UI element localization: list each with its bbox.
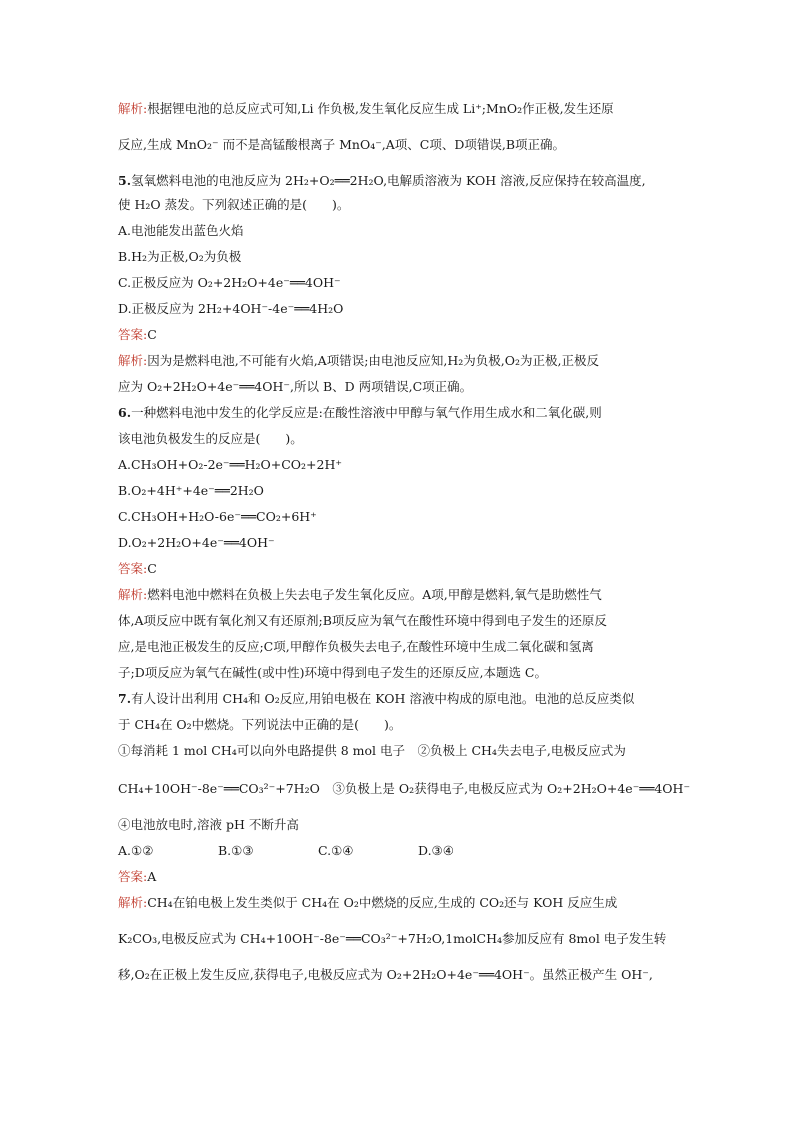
q5-answer-value: C (147, 327, 157, 342)
q4-analysis-text-1: 根据锂电池的总反应式可知,Li 作负极,发生氧化反应生成 Li⁺;MnO₂作正极,发生还原 (147, 101, 614, 116)
q6-number: 6. (118, 405, 132, 420)
q6-option-b: B.O₂+4H⁺+4e⁻══2H₂O (118, 483, 264, 498)
q6-answer (118, 560, 157, 578)
q6-analysis-line-2: 体,A项反应中既有氧化剂又有还原剂;B项反应为氧气在酸性环境中得到电子发生的还原反 (118, 613, 607, 628)
q5-stem-text-1: 氢氧燃料电池的电池反应为 2H₂+O₂══2H₂O,电解质溶液为 KOH 溶液,反应保持在较高温度, (131, 173, 646, 188)
q5-number: 5. (118, 173, 132, 188)
q7-stem-line-2: 于 CH₄在 O₂中燃烧。下列说法中正确的是( )。 (118, 717, 402, 732)
q6-stem-text-1: 一种燃料电池中发生的化学反应是:在酸性溶液中甲醇与氧气作用生成水和二氧化碳,则 (131, 405, 602, 420)
answer-label: 答案: (118, 561, 148, 576)
q5-stem-line-2: 使 H₂O 蒸发。下列叙述正确的是( )。 (118, 197, 350, 212)
q7-answer (118, 868, 156, 886)
q5-option-c: C.正极反应为 O₂+2H₂O+4e⁻══4OH⁻ (118, 275, 341, 290)
analysis-label: 解析: (118, 101, 148, 116)
q7-analysis-line-1 (118, 894, 617, 912)
q6-stem-line-1 (118, 404, 602, 422)
answer-label: 答案: (118, 327, 148, 342)
q5-option-d: D.正极反应为 2H₂+4OH⁻-4e⁻══4H₂O (118, 301, 344, 316)
q6-analysis-line-3: 应,是电池正极发生的反应;C项,甲醇作负极失去电子,在酸性环境中生成二氧化碳和氢离 (118, 639, 594, 654)
q7-number: 7. (118, 691, 132, 706)
q7-stem-line-1 (118, 690, 634, 708)
analysis-label: 解析: (118, 895, 148, 910)
q4-analysis-line-1 (118, 100, 614, 118)
q7-option-d: D.③④ (418, 843, 454, 858)
q7-answer-value: A (147, 869, 157, 884)
q7-stem-text-1: 有人设计出利用 CH₄和 O₂反应,用铂电极在 KOH 溶液中构成的原电池。电池的总反应类似 (131, 691, 635, 706)
q6-option-a: A.CH₃OH+O₂-2e⁻══H₂O+CO₂+2H⁺ (118, 457, 342, 472)
q5-analysis-line-2: 应为 O₂+2H₂O+4e⁻══4OH⁻,所以 B、D 两项错误,C项正确。 (118, 379, 473, 394)
q7-statement-line-2: CH₄+10OH⁻-8e⁻══CO₃²⁻+7H₂O ③负极上是 O₂获得电子,电极反应式为 O₂+2H₂O+4e⁻══4OH⁻ (118, 781, 691, 796)
q5-answer (118, 326, 157, 344)
q7-options (118, 842, 518, 860)
q7-option-a: A.①② (118, 843, 154, 858)
q7-analysis-text-1: CH₄在铂电极上发生类似于 CH₄在 O₂中燃烧的反应,生成的 CO₂还与 KOH 反应生成 (147, 895, 618, 910)
q7-statement-line-1: ①每消耗 1 mol CH₄可以向外电路提供 8 mol 电子 ②负极上 CH₄失去电子,电极反应式为 (118, 743, 626, 758)
q6-analysis-line-1 (118, 586, 602, 604)
q6-option-d: D.O₂+2H₂O+4e⁻══4OH⁻ (118, 535, 275, 550)
q6-analysis-text-1: 燃料电池中燃料在负极上失去电子发生氧化反应。A项,甲醇是燃料,氧气是助燃性气 (147, 587, 602, 602)
q5-analysis-line-1 (118, 352, 599, 370)
q6-option-c: C.CH₃OH+H₂O-6e⁻══CO₂+6H⁺ (118, 509, 317, 524)
q4-analysis-line-2: 反应,生成 MnO₂⁻ 而不是高锰酸根离子 MnO₄⁻,A项、C项、D项错误,B项正确。 (118, 137, 566, 152)
q7-option-b: B.①③ (218, 843, 254, 858)
q5-option-b: B.H₂为正极,O₂为负极 (118, 249, 242, 264)
q5-stem-line-1 (118, 172, 646, 190)
q7-statement-line-3: ④电池放电时,溶液 pH 不断升高 (118, 817, 299, 832)
q5-option-a: A.电池能发出蓝色火焰 (118, 223, 244, 238)
q6-stem-line-2: 该电池负极发生的反应是( )。 (118, 431, 303, 446)
q7-analysis-line-2: K₂CO₃,电极反应式为 CH₄+10OH⁻-8e⁻══CO₃²⁻+7H₂O,1molCH₄参加反应有 8mol 电子发生转 (118, 931, 667, 946)
q5-analysis-text-1: 因为是燃料电池,不可能有火焰,A项错误;由电池反应知,H₂为负极,O₂为正极,正极反 (147, 353, 599, 368)
q6-analysis-line-4: 子;D项反应为氧气在碱性(或中性)环境中得到电子发生的还原反应,本题选 C。 (118, 665, 547, 680)
q7-option-c: C.①④ (318, 843, 354, 858)
q6-answer-value: C (147, 561, 157, 576)
analysis-label: 解析: (118, 587, 148, 602)
q7-analysis-line-3: 移,O₂在正极上发生反应,获得电子,电极反应式为 O₂+2H₂O+4e⁻══4OH⁻。虽然正极产生 OH⁻, (118, 967, 653, 982)
analysis-label: 解析: (118, 353, 148, 368)
answer-label: 答案: (118, 869, 148, 884)
